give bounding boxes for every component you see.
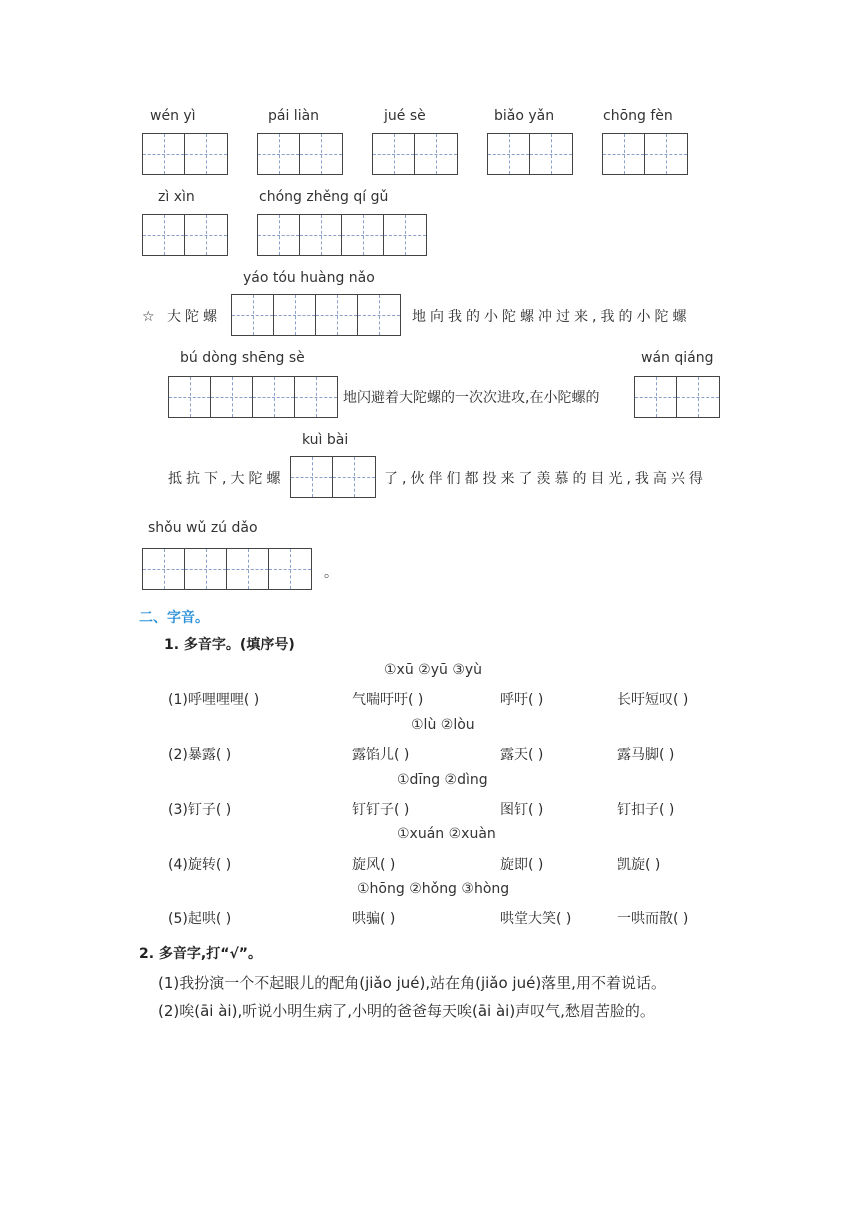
writing-grid[interactable] <box>168 376 338 418</box>
writing-grid[interactable] <box>257 214 427 256</box>
polyphone-item[interactable]: 露馅儿( ) <box>352 747 410 763</box>
passage-end: 。 <box>324 565 338 581</box>
pinyin-label: zì xìn <box>158 189 195 205</box>
pinyin-label: shǒu wǔ zú dǎo <box>148 520 258 536</box>
writing-grid[interactable] <box>372 133 458 175</box>
passage-text: 了,伙伴们都投来了羡慕的目光,我高兴得 <box>384 471 707 487</box>
pinyin-label: chóng zhěng qí gǔ <box>259 189 389 205</box>
pinyin-label: bú dòng shēng sè <box>180 350 305 366</box>
passage-text: 地闪避着大陀螺的一次次进攻,在小陀螺的 <box>343 390 600 406</box>
passage-text: 抵抗下,大陀螺 <box>168 471 285 487</box>
writing-grid[interactable] <box>231 294 401 336</box>
polyphone-item[interactable]: 呼吁( ) <box>500 692 544 708</box>
polyphone-item[interactable]: (3)钉子( ) <box>168 802 232 818</box>
pinyin-label: pái liàn <box>268 108 320 124</box>
writing-grid[interactable] <box>142 214 228 256</box>
polyphone-item[interactable]: 一哄而散( ) <box>617 911 689 927</box>
polyphone-item[interactable]: 旋风( ) <box>352 857 396 873</box>
polyphone-item[interactable]: 长吁短叹( ) <box>617 692 689 708</box>
polyphone-item[interactable]: (2)暴露( ) <box>168 747 232 763</box>
pinyin-label: biǎo yǎn <box>494 108 555 124</box>
passage-text: ☆ 大陀螺 <box>142 309 222 325</box>
polyphone-item[interactable]: 露马脚( ) <box>617 747 675 763</box>
question-title: 2. 多音字,打“√”。 <box>139 946 262 962</box>
pinyin-label: jué sè <box>384 108 426 124</box>
polyphone-item[interactable]: 图钉( ) <box>500 802 544 818</box>
polyphone-item[interactable]: (1)呼哩哩哩( ) <box>168 692 260 708</box>
polyphone-item[interactable]: 气喘吁吁( ) <box>352 692 424 708</box>
writing-grid[interactable] <box>634 376 720 418</box>
polyphone-item[interactable]: 哄堂大笑( ) <box>500 911 572 927</box>
section-title: 二、字音。 <box>139 610 209 626</box>
writing-grid[interactable] <box>290 456 376 498</box>
polyphone-item[interactable]: 旋即( ) <box>500 857 544 873</box>
polyphone-item[interactable]: 露天( ) <box>500 747 544 763</box>
writing-grid[interactable] <box>142 133 228 175</box>
question-line[interactable]: (1)我扮演一个不起眼儿的配角(jiǎo jué),站在角(jiǎo jué)落里,用不着说话。 <box>158 974 666 992</box>
polyphone-item[interactable]: (5)起哄( ) <box>168 911 232 927</box>
polyphone-item[interactable]: 钉扣子( ) <box>617 802 675 818</box>
pinyin-label: yáo tóu huàng nǎo <box>243 270 375 286</box>
passage-text: 地向我的小陀螺冲过来,我的小陀螺 <box>412 309 691 325</box>
pinyin-options: ①dīng ②dìng <box>397 772 488 788</box>
question-line[interactable]: (2)唉(āi ài),听说小明生病了,小明的爸爸每天唉(āi ài)声叹气,愁眉苦脸的。 <box>158 1002 655 1020</box>
writing-grid[interactable] <box>487 133 573 175</box>
writing-grid[interactable] <box>602 133 688 175</box>
writing-grid[interactable] <box>257 133 343 175</box>
question-title: 1. 多音字。(填序号) <box>164 637 295 653</box>
pinyin-options: ①hōng ②hǒng ③hòng <box>357 881 510 897</box>
pinyin-label: wán qiáng <box>641 350 714 366</box>
pinyin-label: wén yì <box>150 108 196 124</box>
writing-grid[interactable] <box>142 548 312 590</box>
pinyin-label: kuì bài <box>302 432 349 448</box>
pinyin-options: ①xū ②yū ③yù <box>384 662 483 678</box>
pinyin-label: chōng fèn <box>603 108 673 124</box>
polyphone-item[interactable]: 哄骗( ) <box>352 911 396 927</box>
pinyin-options: ①lù ②lòu <box>411 717 475 733</box>
polyphone-item[interactable]: 凯旋( ) <box>617 857 661 873</box>
polyphone-item[interactable]: 钉钉子( ) <box>352 802 410 818</box>
pinyin-options: ①xuán ②xuàn <box>397 826 496 842</box>
polyphone-item[interactable]: (4)旋转( ) <box>168 857 232 873</box>
